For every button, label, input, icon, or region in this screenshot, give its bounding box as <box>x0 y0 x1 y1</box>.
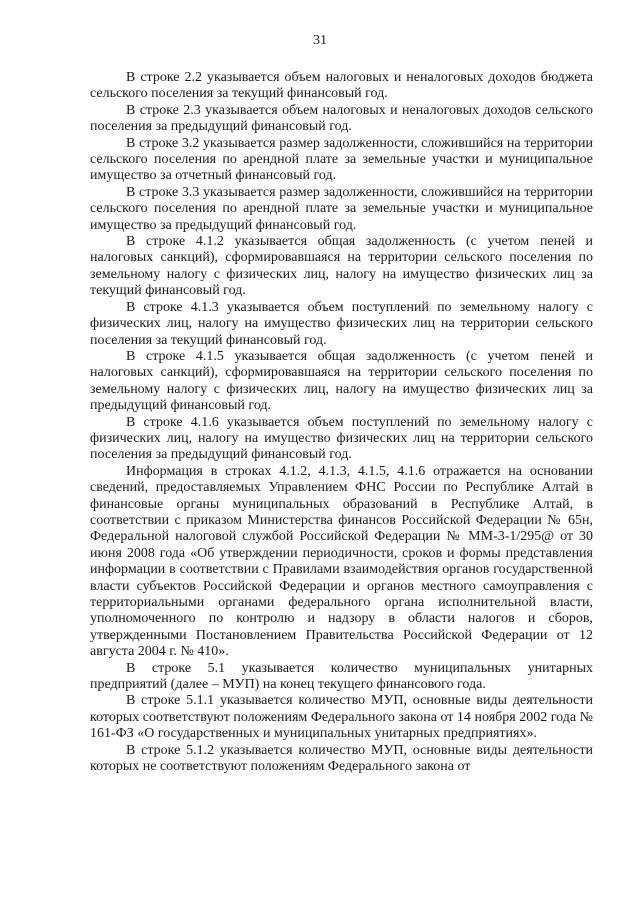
paragraph-row-5-1: В строке 5.1 указывается количество муниципальных унитарных предприятий (далее – МУП) на конец текущего финансового года. <box>90 660 593 693</box>
paragraph-row-4-1-3: В строке 4.1.3 указывается объем поступлений по земельному налогу с физических лиц, налогу на имущество физических лиц на территории сельского поселения за текущий финансовый год. <box>90 299 593 348</box>
paragraph-row-3-2: В строке 3.2 указывается размер задолженности, сложившийся на территории сельского поселения по арендной плате за земельные участки и муниципальное имущество за отчетный финансовый год. <box>90 135 593 184</box>
paragraph-row-5-1-1: В строке 5.1.1 указывается количество МУП, основные виды деятельности которых соответствуют положениям Федерального закона от 14 ноября 2002 года № 161-ФЗ «О государственных и муниципальных унитарных предприятиях». <box>90 693 593 742</box>
paragraph-row-2-3: В строке 2.3 указывается объем налоговых и неналоговых доходов сельского поселения за предыдущий финансовый год. <box>90 102 593 135</box>
paragraph-row-4-1-5: В строке 4.1.5 указывается общая задолженность (с учетом пеней и налоговых санкций), сформировавшаяся на территории сельского поселения по земельному налогу с физических лиц, налогу на имущество физических лиц за предыдущий финансовый год. <box>90 348 593 414</box>
paragraph-row-3-3: В строке 3.3 указывается размер задолженности, сложившийся на территории сельского поселения по арендной плате за земельные участки и муниципальное имущество за предыдущий финансовый год. <box>90 184 593 233</box>
paragraph-row-4-1-2: В строке 4.1.2 указывается общая задолженность (с учетом пеней и налоговых санкций), сформировавшаяся на территории сельского поселения по земельному налогу с физических лиц, налогу на имущество физических лиц за текущий финансовый год. <box>90 234 593 299</box>
document-body <box>90 70 593 775</box>
paragraph-row-4-1-6: В строке 4.1.6 указывается объем поступлений по земельному налогу с физических лиц, налогу на имущество физических лиц на территории сельского поселения за предыдущий финансовый год. <box>90 414 593 463</box>
paragraph-row-2-2: В строке 2.2 указывается объем налоговых и неналоговых доходов бюджета сельского поселения за текущий финансовый год. <box>90 70 593 102</box>
page-number: 31 <box>313 33 327 48</box>
paragraph-row-5-1-2: В строке 5.1.2 указывается количество МУП, основные виды деятельности которых не соответствуют положениям Федерального закона от <box>90 742 593 775</box>
paragraph-information-source: Информация в строках 4.1.2, 4.1.3, 4.1.5, 4.1.6 отражается на основании сведений, предоставляемых Управлением ФНС России по Республике Алтай в финансовые органы муниципальных образований в Республике Алтай, в соответствии с приказом Министерства финансов Российской Федерации № 65н, Федеральной налоговой службой Российской Федерации № ММ-3-1/295@ от 30 июня 2008 года «Об утверждении периодичности, сроков и формы представления информации в соответствии с Правилами взаимодействия органов государственной власти субъектов Российской Федерации и органов местного самоуправления с территориальными органами федерального органа исполнительной власти, уполномоченного по контролю и надзору в области налогов и сборов, утвержденными Постановлением Правительства Российской Федерации от 12 августа 2004 г. № 410». <box>90 463 593 660</box>
